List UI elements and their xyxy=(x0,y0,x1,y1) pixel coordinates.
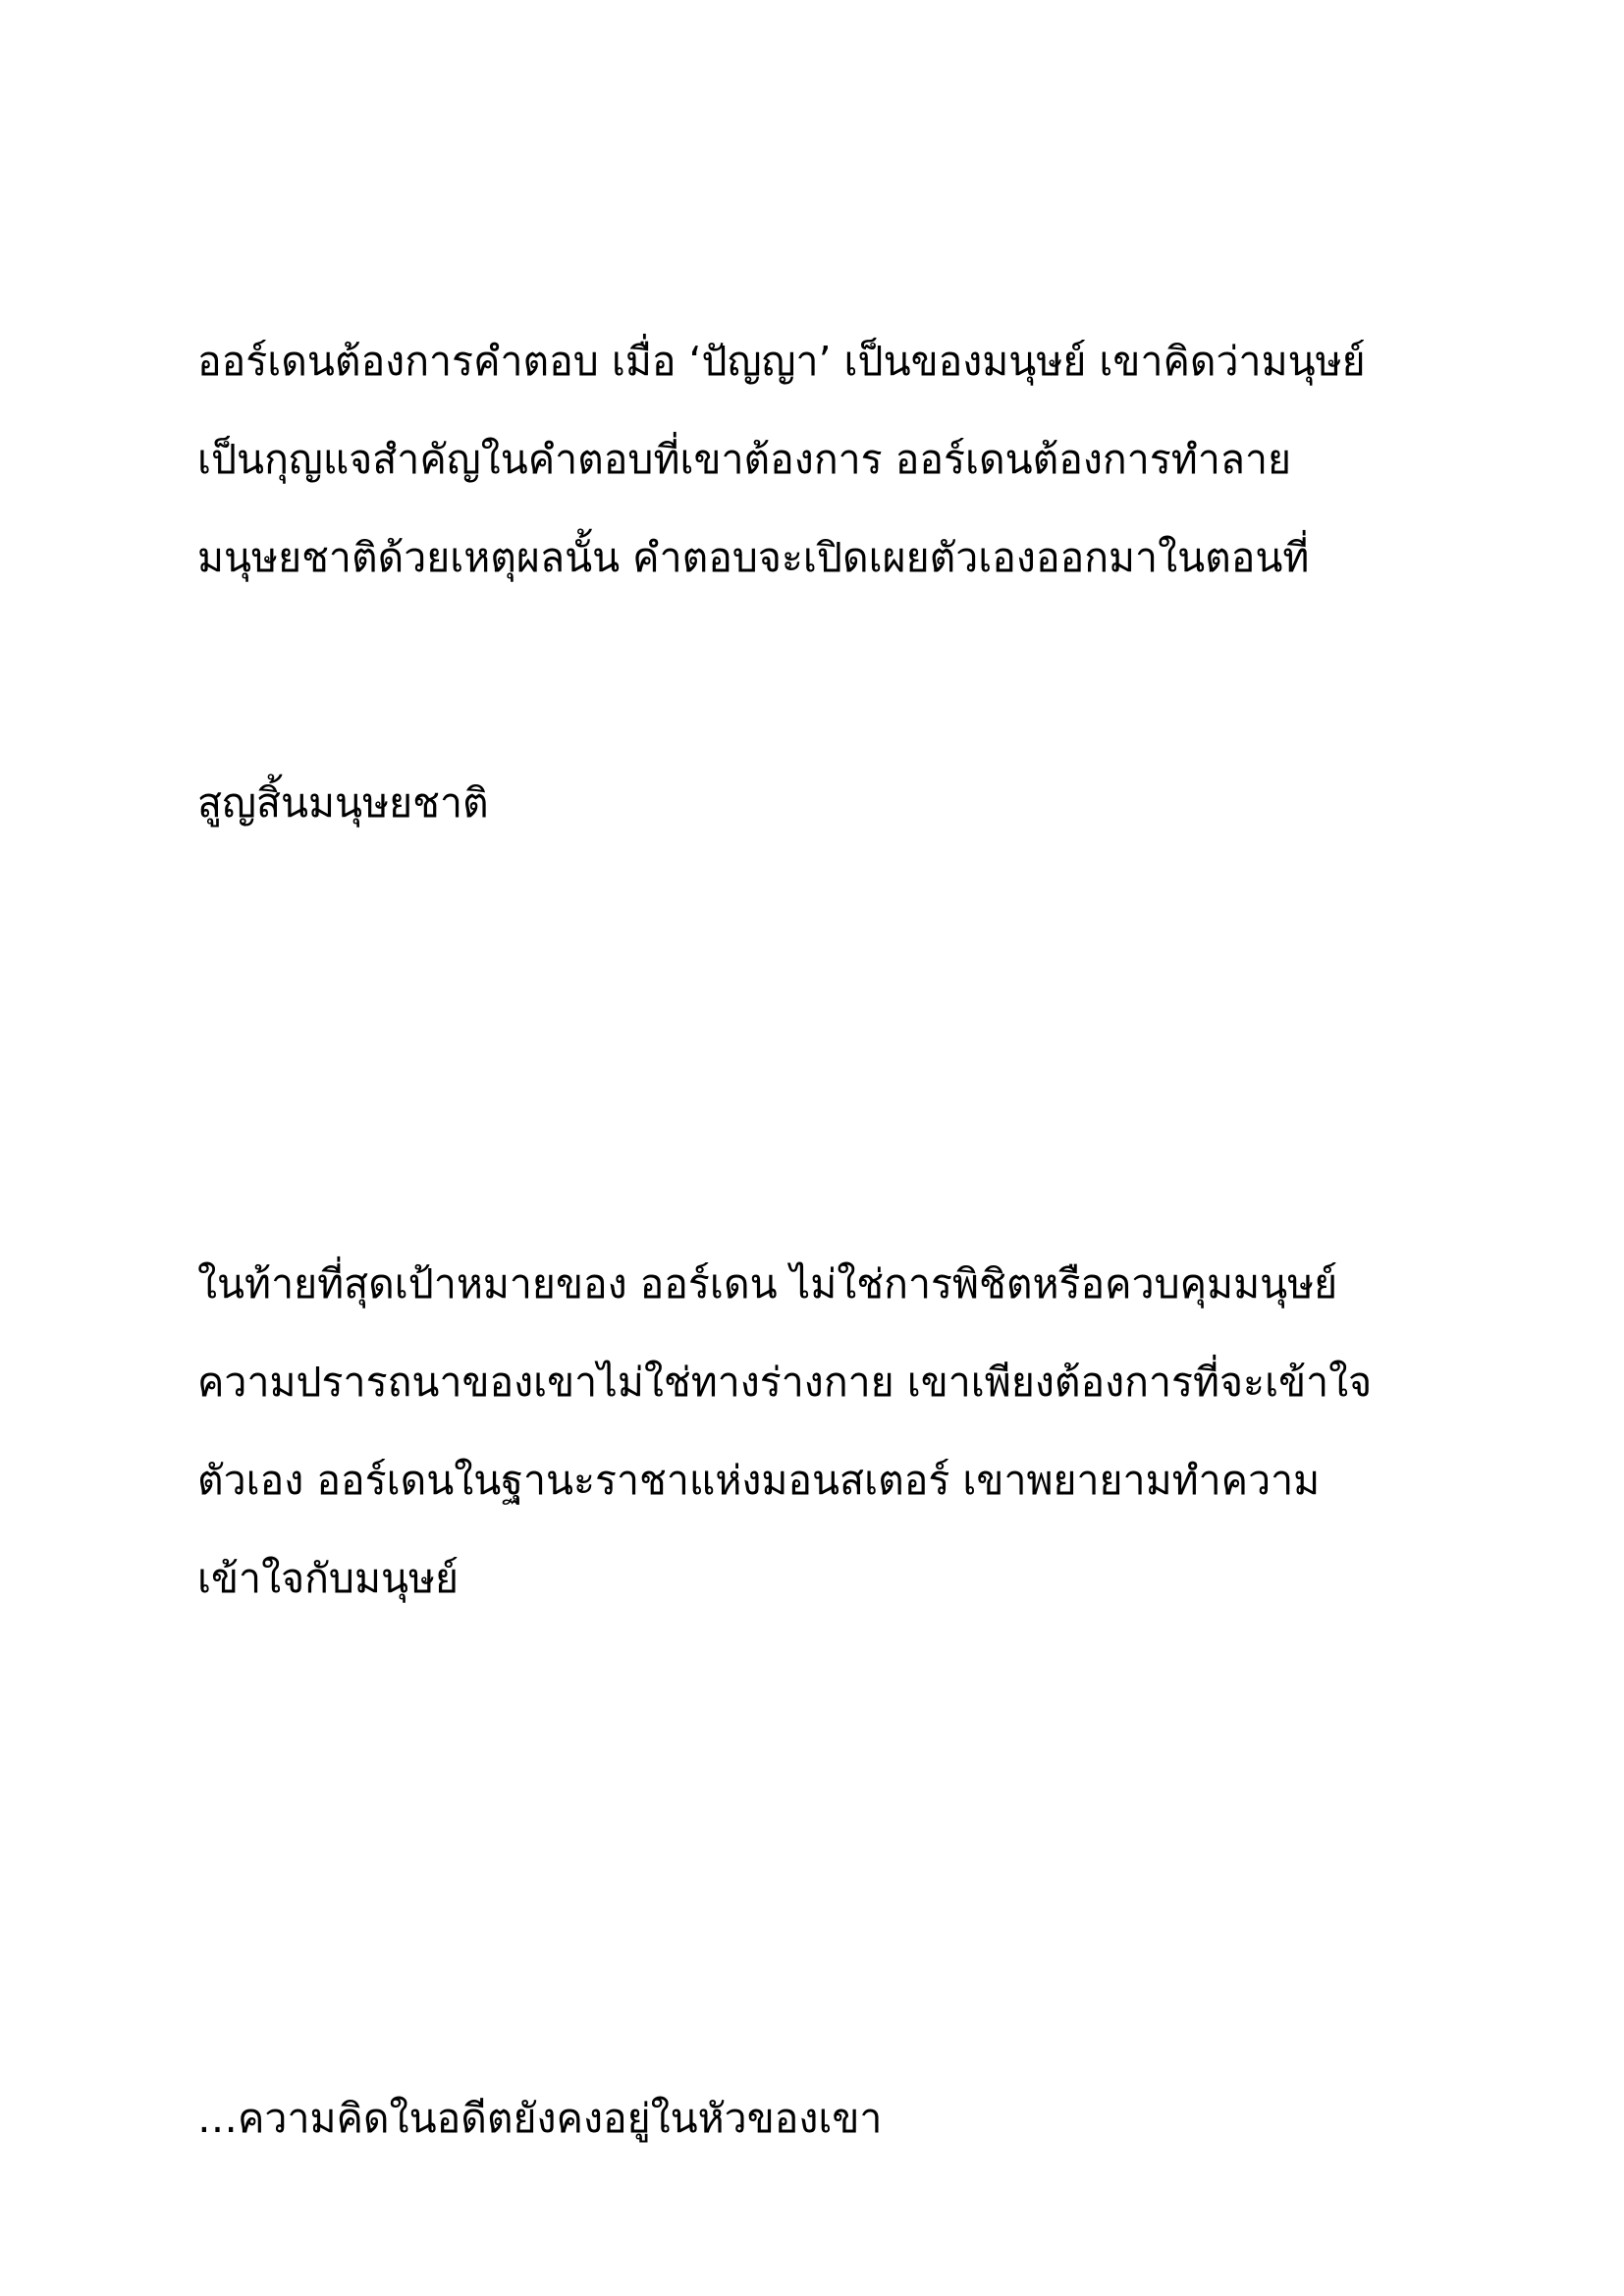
paragraph-line: ในท้ายที่สุดเป้าหมายของ ออร์เดน ไม่ใช่การพิชิตหรือควบคุมมนุษย์ xyxy=(197,1260,1338,1308)
paragraph-line: เข้าใจกับมนุษย์ xyxy=(197,1555,460,1602)
paragraph-line: ตัวเอง ออร์เดนในฐานะราชาแห่งมอนสเตอร์ เขาพยายามทำความ xyxy=(197,1457,1321,1504)
paragraph-line: ความปรารถนาของเขาไม่ใช่ทางร่างกาย เขาเพียงต้องการที่จะเข้าใจ xyxy=(197,1359,1373,1406)
paragraph-line: มนุษยชาติด้วยเหตุผลนั้น คำตอบจะเปิดเผยตัวเองออกมาในตอนที่ xyxy=(197,534,1310,581)
paragraph-line: ออร์เดนต้องการคำตอบ เมื่อ ‘ปัญญา’ เป็นของมนุษย์ เขาคิดว่ามนุษย์ xyxy=(197,338,1366,385)
paragraph-line: เป็นกุญแจสำคัญในคำตอบที่เขาต้องการ ออร์เดนต้องการทำลาย xyxy=(197,436,1292,483)
paragraph-line: …ความคิดในอดีตยังคงอยู่ในหัวของเขา xyxy=(197,2095,883,2142)
paragraph-line: สูญสิ้นมนุษยชาติ xyxy=(197,779,489,827)
